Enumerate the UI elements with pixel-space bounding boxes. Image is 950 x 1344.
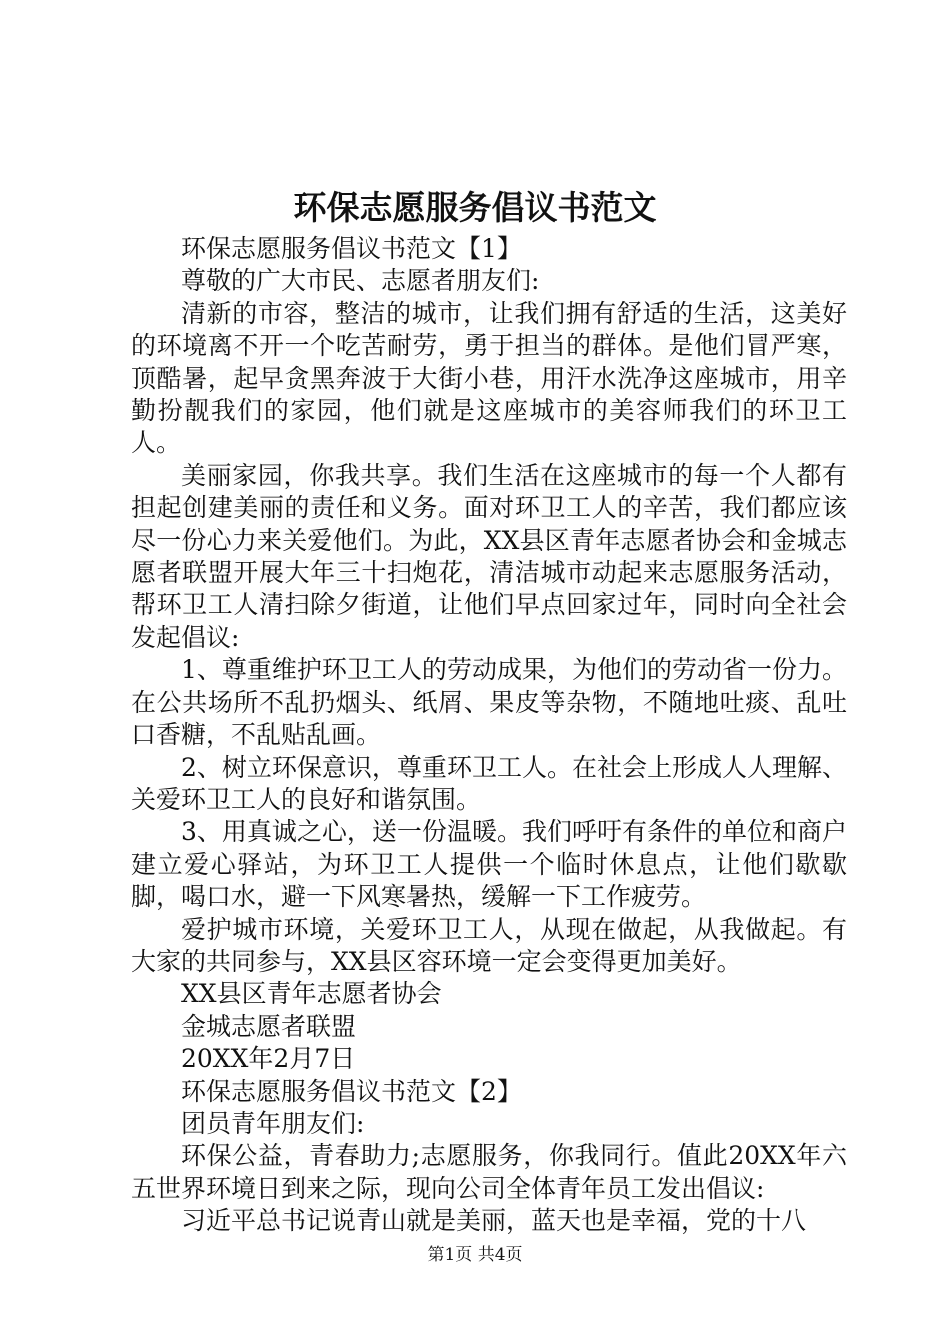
paragraph: 爱护城市环境，关爱环卫工人，从现在做起，从我做起。有大家的共同参与，XX县区容环境一定会变得更加美好。 — [131, 914, 847, 976]
section-heading-2: 环保志愿服务倡议书范文【2】 — [181, 1076, 522, 1106]
signature-org-2: 金城志愿者联盟 — [181, 1011, 357, 1041]
paragraph: 清新的市容，整洁的城市，让我们拥有舒适的生活，这美好的环境离不开一个吃苦耐劳，勇于担当的群体。是他们冒严寒，顶酷暑，起早贪黑奔波于大街小巷，用汗水洗净这座城市，用辛勤扮靓我们的家园，他们就是这座城市的美容师我们的环卫工人。 — [131, 298, 847, 458]
signature-org-1: XX县区青年志愿者协会 — [181, 979, 442, 1009]
proposal-item-1: 1、尊重维护环卫工人的劳动成果，为他们的劳动省一份力。在公共场所不乱扔烟头、纸屑、果皮等杂物，不随地吐痰、乱吐口香糖，不乱贴乱画。 — [131, 655, 847, 750]
signature-date: 20XX年2月7日 — [181, 1044, 356, 1074]
document-body — [131, 233, 847, 1238]
section-heading-1: 环保志愿服务倡议书范文【1】 — [181, 234, 522, 263]
salutation-2: 团员青年朋友们: — [181, 1108, 365, 1138]
paragraph: 美丽家园，你我共享。我们生活在这座城市的每一个人都有担起创建美丽的责任和义务。面对环卫工人的辛苦，我们都应该尽一份心力来关爱他们。为此，XX县区青年志愿者协会和金城志愿者联盟开展大年三十扫炮花，清洁城市动起来志愿服务活动，帮环卫工人清扫除夕街道，让他们早点回家过年，同时向全社会发起倡议: — [131, 460, 847, 652]
paragraph: 环保公益，青春助力;志愿服务，你我同行。值此20XX年六五世界环境日到来之际，现向公司全体青年员工发出倡议: — [131, 1141, 847, 1203]
proposal-item-3: 3、用真诚之心，送一份温暖。我们呼吁有条件的单位和商户建立爱心驿站，为环卫工人提供一个临时休息点，让他们歇歇脚，喝口水，避一下风寒暑热，缓解一下工作疲劳。 — [131, 817, 847, 912]
salutation-1: 尊敬的广大市民、志愿者朋友们: — [181, 266, 540, 296]
proposal-item-2: 2、树立环保意识，尊重环卫工人。在社会上形成人人理解、关爱环卫工人的良好和谐氛围。 — [131, 752, 847, 814]
paragraph: 习近平总书记说青山就是美丽，蓝天也是幸福，党的十八 — [181, 1206, 807, 1236]
page-number-footer: 第1页 共4页 — [427, 1245, 523, 1265]
document-title: 环保志愿服务倡议书范文 — [293, 188, 657, 227]
